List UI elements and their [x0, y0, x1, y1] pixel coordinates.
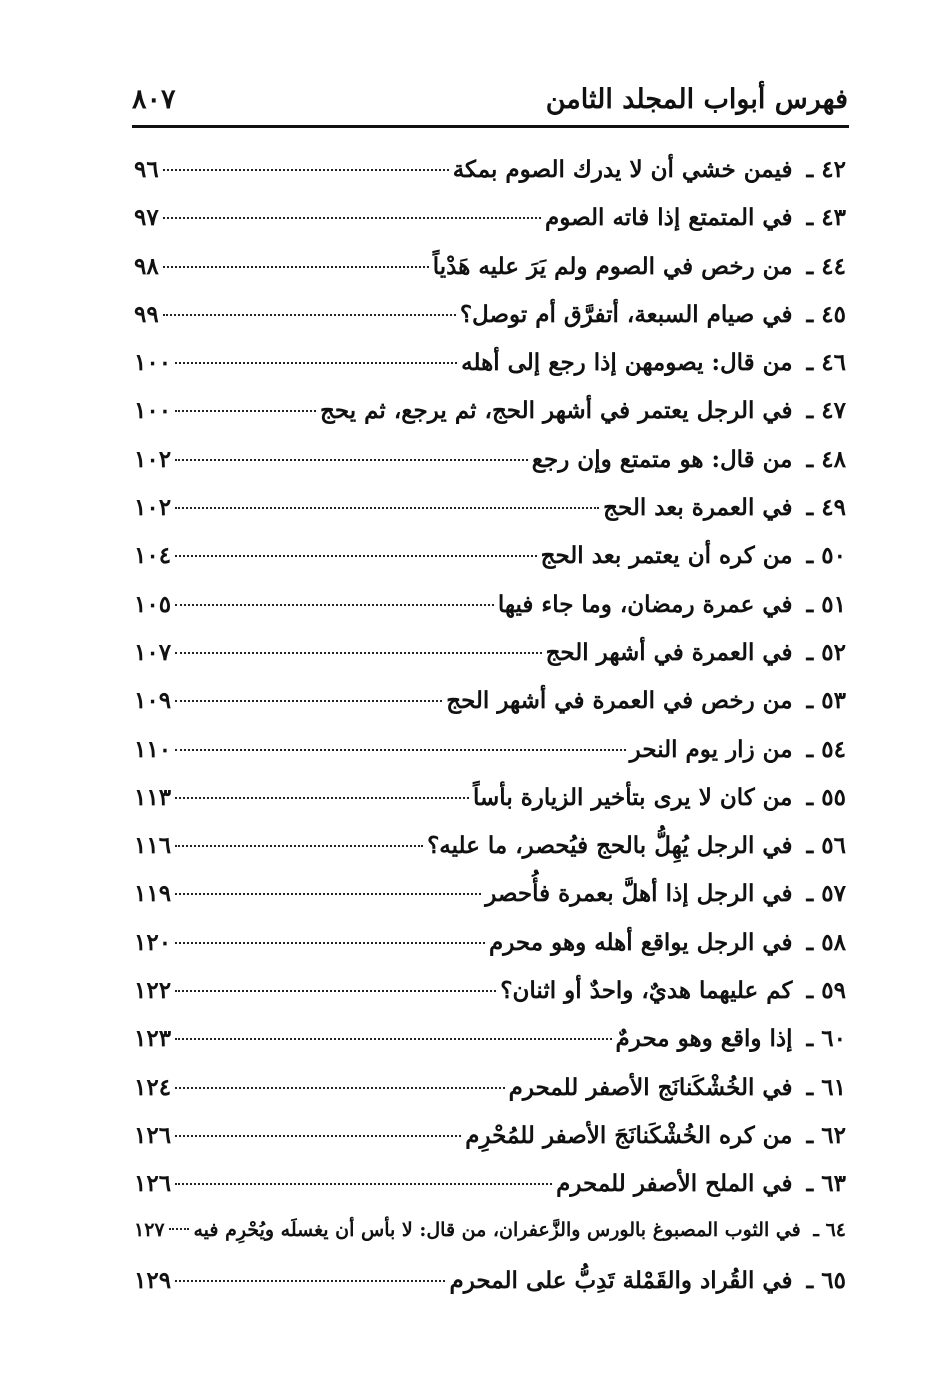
entry-separator: ـ [798, 1121, 822, 1149]
entry-page-number: ٩٧ [134, 204, 159, 232]
entry-title: إذا واقع وهو محرمٌ [615, 1025, 793, 1053]
entry-number: ٤٤ [821, 252, 846, 280]
entry-number: ٦٠ [821, 1025, 846, 1053]
entry-number: ٥٣ [821, 687, 846, 715]
dot-leader [175, 797, 469, 799]
toc-entry [134, 591, 846, 639]
dot-leader [163, 266, 429, 268]
entry-page-number: ١٠٠ [134, 349, 172, 377]
entry-title: من كان لا يرى بتأخير الزيارة بأساً [473, 783, 793, 811]
entry-page-number: ١٠٢ [134, 494, 172, 522]
entry-number: ٦٣ [821, 1170, 846, 1198]
entry-separator: ـ [806, 1218, 826, 1241]
entry-separator: ـ [798, 928, 822, 956]
entry-page-number: ١٠٧ [134, 638, 172, 666]
entry-page-number: ١٢٩ [134, 1266, 172, 1294]
entry-page-number: ١٢٠ [134, 928, 172, 956]
entry-title: في الرجل يُهِلُّ بالحج فيُحصر، ما عليه؟ [427, 832, 793, 860]
toc-entry [134, 156, 846, 204]
dot-leader [175, 459, 528, 461]
entry-separator: ـ [798, 1025, 822, 1053]
entry-number: ٥٧ [821, 880, 846, 908]
dot-leader [175, 1135, 461, 1137]
dot-leader [175, 893, 481, 895]
toc-entry [134, 494, 846, 542]
entry-title: في الرجل يعتمر في أشهر الحج، ثم يرجع، ثم يحج [320, 397, 793, 425]
toc-entry [134, 929, 846, 977]
toc-entry [134, 397, 846, 445]
entry-separator: ـ [798, 638, 822, 666]
entry-number: ٥٩ [821, 977, 846, 1005]
entry-separator: ـ [798, 542, 822, 570]
toc-entry [134, 253, 846, 301]
entry-page-number: ١٠٤ [134, 542, 172, 570]
entry-number: ٥٥ [821, 783, 846, 811]
entry-number: ٤٢ [821, 156, 846, 183]
dot-leader [175, 1087, 505, 1089]
entry-title: في الرجل إذا أهلَّ بعمرة فأُحصر [485, 880, 793, 908]
entry-number: ٤٨ [821, 445, 846, 473]
running-title: فهرس أبواب المجلد الثامن [545, 84, 848, 115]
entry-number: ٦٢ [821, 1121, 846, 1149]
entry-title: في صيام السبعة، أتفرَّق أم توصل؟ [459, 300, 793, 328]
entry-title: في الخُشْكَنانَج الأصفر للمحرم [508, 1073, 793, 1101]
toc-entry [134, 639, 846, 687]
toc-entry [134, 977, 846, 1025]
entry-title: من زار يوم النحر [629, 735, 793, 763]
entry-number: ٥٢ [821, 638, 846, 666]
entry-number: ٥١ [821, 590, 846, 618]
dot-leader [175, 700, 442, 702]
entry-page-number: ١٠٠ [134, 397, 172, 425]
entry-page-number: ١٢٦ [134, 1170, 172, 1198]
entry-page-number: ١٢٢ [134, 977, 172, 1005]
entry-title: فيمن خشي أن لا يدرك الصوم بمكة [452, 156, 793, 183]
entry-separator: ـ [798, 397, 822, 425]
toc-entry [134, 1219, 846, 1267]
dot-leader [175, 1280, 445, 1282]
entry-separator: ـ [798, 783, 822, 811]
entry-separator: ـ [798, 445, 822, 473]
entry-number: ٥٠ [821, 542, 846, 570]
toc-entry [134, 784, 846, 832]
entry-number: ٦١ [821, 1073, 846, 1101]
entry-title: من رخص في الصوم ولم يَرَ عليه هَدْياً [432, 252, 793, 280]
toc-entry [134, 736, 846, 784]
entry-page-number: ٩٦ [134, 156, 159, 183]
entry-separator: ـ [798, 735, 822, 763]
entry-page-number: ١١٩ [134, 880, 172, 908]
entry-separator: ـ [798, 252, 822, 280]
dot-leader [175, 604, 494, 606]
entry-separator: ـ [798, 687, 822, 715]
entry-title: في المتمتع إذا فاته الصوم [544, 204, 793, 232]
entry-title: في الملح الأصفر للمحرم [556, 1170, 793, 1198]
toc-entry [134, 349, 846, 397]
dot-leader [169, 1228, 190, 1230]
entry-title: في العمرة بعد الحج [603, 494, 793, 522]
dot-leader [163, 217, 541, 219]
entry-separator: ـ [798, 156, 822, 183]
entry-number: ٥٤ [821, 735, 846, 763]
toc-entry [134, 1170, 846, 1218]
entry-page-number: ٩٨ [134, 252, 159, 280]
dot-leader [175, 1038, 611, 1040]
entry-title: في الرجل يواقع أهله وهو محرم [489, 928, 793, 956]
entry-title: في القُراد والقَمْلة تَدِبُّ على المحرم [449, 1266, 793, 1294]
entry-number: ٤٥ [821, 300, 846, 328]
entry-title: من كره أن يعتمر بعد الحج [540, 542, 793, 570]
toc-entry [134, 832, 846, 880]
dot-leader [163, 314, 456, 316]
dot-leader [175, 942, 485, 944]
entry-page-number: ١٢٧ [134, 1218, 165, 1241]
entry-number: ٤٣ [821, 204, 846, 232]
toc-entry [134, 542, 846, 590]
entry-title: في الثوب المصبوغ بالورس والزَّعفران، من قال: لا بأس أن يغسلَه ويُحْرِم فيه [193, 1218, 801, 1241]
dot-leader [163, 169, 449, 171]
entry-title: من كره الخُشْكَنانَجَ الأصفر للمُحْرِم [465, 1121, 793, 1149]
entry-page-number: ١١٣ [134, 783, 172, 811]
entry-title: كم عليهما هديٌ، واحدٌ أو اثنان؟ [500, 977, 793, 1005]
entry-number: ٦٤ [825, 1218, 846, 1241]
entry-separator: ـ [798, 349, 822, 377]
dot-leader [175, 555, 537, 557]
entry-separator: ـ [798, 1073, 822, 1101]
toc-entry [134, 687, 846, 735]
page-number: ٨٠٧ [132, 84, 176, 115]
toc-entry [134, 204, 846, 252]
page-header [132, 82, 848, 126]
entry-number: ٥٨ [821, 928, 846, 956]
toc-entry [134, 301, 846, 349]
entry-separator: ـ [798, 977, 822, 1005]
entry-title: من رخص في العمرة في أشهر الحج [446, 687, 793, 715]
entry-separator: ـ [798, 880, 822, 908]
entry-page-number: ٩٩ [134, 300, 159, 328]
entry-number: ٤٧ [821, 397, 846, 425]
dot-leader [175, 749, 626, 751]
entry-title: في العمرة في أشهر الحج [545, 638, 793, 666]
entry-page-number: ١٢٣ [134, 1025, 172, 1053]
toc-entry [134, 880, 846, 928]
dot-leader [175, 362, 457, 364]
header-rule [132, 125, 849, 128]
entry-page-number: ١٢٦ [134, 1121, 172, 1149]
entry-number: ٤٩ [821, 494, 846, 522]
dot-leader [175, 507, 599, 509]
toc-entry [134, 1025, 846, 1073]
entry-separator: ـ [798, 1266, 822, 1294]
entry-page-number: ١٠٢ [134, 445, 172, 473]
entry-page-number: ١٠٩ [134, 687, 172, 715]
toc-entry [134, 1074, 846, 1122]
entry-number: ٥٦ [821, 832, 846, 860]
toc-entry [134, 446, 846, 494]
dot-leader [175, 845, 423, 847]
entry-number: ٦٥ [821, 1266, 846, 1294]
entry-separator: ـ [798, 300, 822, 328]
toc-entry [134, 1122, 846, 1170]
entry-page-number: ١٠٥ [134, 590, 172, 618]
dot-leader [175, 990, 496, 992]
dot-leader [175, 410, 316, 412]
toc-entry [134, 1267, 846, 1315]
entry-number: ٤٦ [821, 349, 846, 377]
entry-separator: ـ [798, 590, 822, 618]
dot-leader [175, 652, 542, 654]
entry-page-number: ١١٠ [134, 735, 172, 763]
entry-separator: ـ [798, 204, 822, 232]
entry-separator: ـ [798, 832, 822, 860]
entry-title: من قال: هو متمتع وإن رجع [531, 445, 793, 473]
entry-title: في عمرة رمضان، وما جاء فيها [497, 590, 793, 618]
entry-separator: ـ [798, 494, 822, 522]
entry-separator: ـ [798, 1170, 822, 1198]
entry-page-number: ١١٦ [134, 832, 172, 860]
dot-leader [175, 1183, 552, 1185]
table-of-contents [134, 156, 846, 1315]
entry-title: من قال: يصومهن إذا رجع إلى أهله [461, 349, 793, 377]
entry-page-number: ١٢٤ [134, 1073, 172, 1101]
